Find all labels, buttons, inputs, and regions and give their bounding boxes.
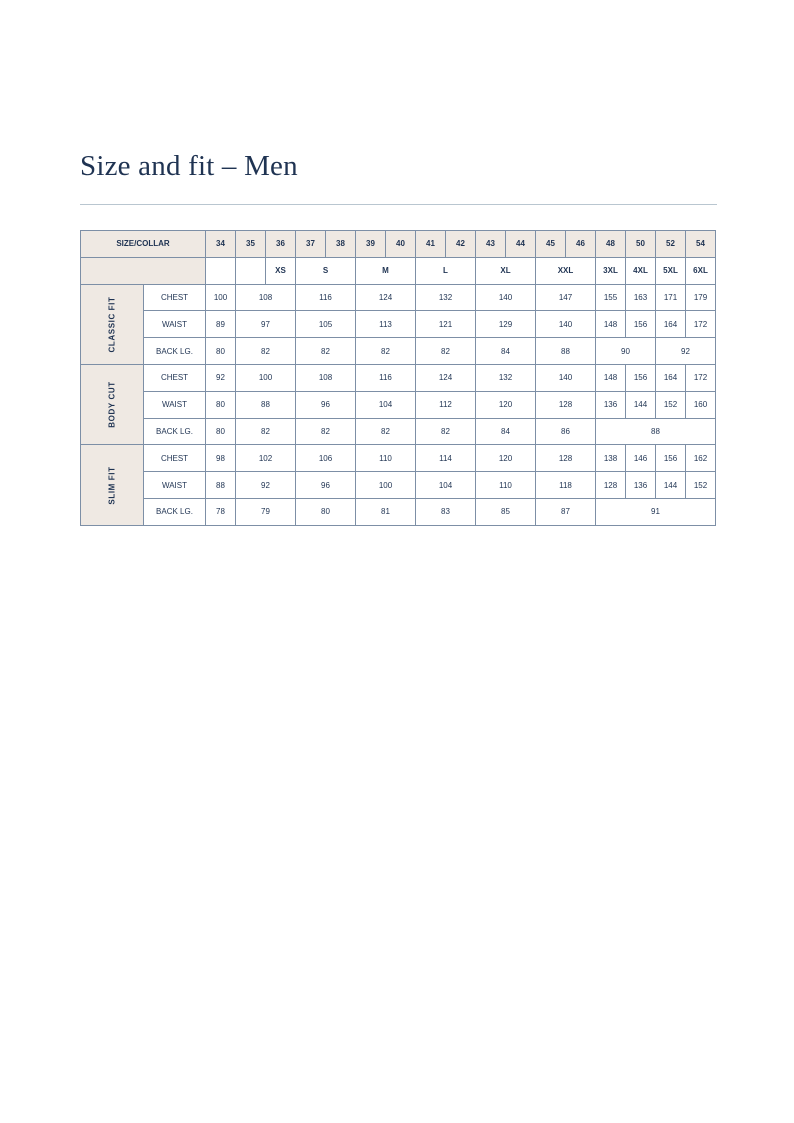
value-cell: 84 [476, 418, 536, 445]
row-label: WAIST [144, 391, 206, 418]
size-cell: 4XL [626, 257, 656, 284]
value-cell: 140 [476, 284, 536, 311]
value-cell: 136 [626, 472, 656, 499]
value-cell: 114 [416, 445, 476, 472]
row-label: WAIST [144, 311, 206, 338]
collar-cell: 39 [356, 231, 386, 258]
value-cell: 88 [536, 338, 596, 365]
collar-cell: 45 [536, 231, 566, 258]
value-cell: 138 [596, 445, 626, 472]
value-cell: 162 [686, 445, 716, 472]
value-cell: 80 [206, 338, 236, 365]
value-cell: 82 [296, 418, 356, 445]
value-cell: 85 [476, 498, 536, 525]
value-cell: 108 [236, 284, 296, 311]
value-cell: 80 [296, 498, 356, 525]
size-cell: XS [266, 257, 296, 284]
value-cell: 80 [206, 418, 236, 445]
value-cell: 82 [356, 418, 416, 445]
value-cell: 124 [356, 284, 416, 311]
blank-cell [236, 257, 266, 284]
size-cell: 5XL [656, 257, 686, 284]
value-cell: 124 [416, 364, 476, 391]
value-cell: 128 [536, 391, 596, 418]
collar-cell: 46 [566, 231, 596, 258]
group-label-slim-fit: SLIM FIT [81, 445, 144, 525]
value-cell: 110 [476, 472, 536, 499]
value-cell: 156 [656, 445, 686, 472]
value-cell: 82 [236, 338, 296, 365]
value-cell: 156 [626, 364, 656, 391]
row-label: WAIST [144, 472, 206, 499]
value-cell: 96 [296, 391, 356, 418]
table-row [81, 311, 716, 338]
row-label: CHEST [144, 445, 206, 472]
page-title: Size and fit – Men [80, 150, 298, 182]
value-cell: 100 [236, 364, 296, 391]
value-cell: 92 [656, 338, 716, 365]
value-cell: 172 [686, 364, 716, 391]
value-cell: 172 [686, 311, 716, 338]
collar-cell: 43 [476, 231, 506, 258]
value-cell: 105 [296, 311, 356, 338]
value-cell: 140 [536, 364, 596, 391]
value-cell: 163 [626, 284, 656, 311]
collar-cell: 44 [506, 231, 536, 258]
value-cell: 120 [476, 445, 536, 472]
value-cell: 91 [596, 498, 716, 525]
collar-cell: 37 [296, 231, 326, 258]
value-cell: 96 [296, 472, 356, 499]
value-cell: 156 [626, 311, 656, 338]
value-cell: 100 [356, 472, 416, 499]
value-cell: 120 [476, 391, 536, 418]
blank-cell [81, 257, 206, 284]
size-cell: XL [476, 257, 536, 284]
value-cell: 88 [206, 472, 236, 499]
value-cell: 160 [686, 391, 716, 418]
corner-label: SIZE/COLLAR [81, 231, 206, 258]
value-cell: 148 [596, 311, 626, 338]
value-cell: 82 [416, 418, 476, 445]
value-cell: 81 [356, 498, 416, 525]
collar-cell: 48 [596, 231, 626, 258]
value-cell: 82 [356, 338, 416, 365]
value-cell: 87 [536, 498, 596, 525]
collar-cell: 40 [386, 231, 416, 258]
table-row [81, 284, 716, 311]
value-cell: 152 [656, 391, 686, 418]
size-cell: S [296, 257, 356, 284]
value-cell: 144 [656, 472, 686, 499]
size-cell: XXL [536, 257, 596, 284]
row-label: BACK LG. [144, 418, 206, 445]
value-cell: 116 [296, 284, 356, 311]
row-label: BACK LG. [144, 338, 206, 365]
value-cell: 121 [416, 311, 476, 338]
table-row [81, 364, 716, 391]
value-cell: 128 [536, 445, 596, 472]
row-label: CHEST [144, 364, 206, 391]
value-cell: 108 [296, 364, 356, 391]
value-cell: 110 [356, 445, 416, 472]
value-cell: 112 [416, 391, 476, 418]
size-cell: M [356, 257, 416, 284]
row-label: BACK LG. [144, 498, 206, 525]
value-cell: 82 [236, 418, 296, 445]
value-cell: 116 [356, 364, 416, 391]
value-cell: 84 [476, 338, 536, 365]
table-row [81, 391, 716, 418]
value-cell: 132 [416, 284, 476, 311]
value-cell: 82 [416, 338, 476, 365]
value-cell: 152 [686, 472, 716, 499]
collar-cell: 50 [626, 231, 656, 258]
size-cell: 6XL [686, 257, 716, 284]
value-cell: 164 [656, 364, 686, 391]
table-row [81, 445, 716, 472]
value-cell: 179 [686, 284, 716, 311]
value-cell: 106 [296, 445, 356, 472]
value-cell: 164 [656, 311, 686, 338]
table-row [81, 498, 716, 525]
value-cell: 144 [626, 391, 656, 418]
collar-cell: 34 [206, 231, 236, 258]
value-cell: 148 [596, 364, 626, 391]
value-cell: 113 [356, 311, 416, 338]
value-cell: 88 [596, 418, 716, 445]
collar-cell: 35 [236, 231, 266, 258]
collar-cell: 38 [326, 231, 356, 258]
value-cell: 147 [536, 284, 596, 311]
value-cell: 97 [236, 311, 296, 338]
value-cell: 83 [416, 498, 476, 525]
value-cell: 90 [596, 338, 656, 365]
table-row [81, 472, 716, 499]
size-table [80, 230, 716, 526]
value-cell: 140 [536, 311, 596, 338]
value-cell: 82 [296, 338, 356, 365]
group-label-body-cut: BODY CUT [81, 364, 144, 444]
value-cell: 129 [476, 311, 536, 338]
value-cell: 89 [206, 311, 236, 338]
collar-cell: 36 [266, 231, 296, 258]
value-cell: 104 [416, 472, 476, 499]
value-cell: 132 [476, 364, 536, 391]
value-cell: 102 [236, 445, 296, 472]
value-cell: 100 [206, 284, 236, 311]
value-cell: 92 [236, 472, 296, 499]
value-cell: 88 [236, 391, 296, 418]
collar-cell: 41 [416, 231, 446, 258]
size-cell: 3XL [596, 257, 626, 284]
collar-cell: 42 [446, 231, 476, 258]
value-cell: 86 [536, 418, 596, 445]
collar-cell: 54 [686, 231, 716, 258]
value-cell: 118 [536, 472, 596, 499]
group-label-classic-fit: CLASSIC FIT [81, 284, 144, 364]
value-cell: 155 [596, 284, 626, 311]
table-row [81, 338, 716, 365]
value-cell: 92 [206, 364, 236, 391]
blank-cell [206, 257, 236, 284]
value-cell: 80 [206, 391, 236, 418]
collar-cell: 52 [656, 231, 686, 258]
value-cell: 79 [236, 498, 296, 525]
row-label: CHEST [144, 284, 206, 311]
value-cell: 136 [596, 391, 626, 418]
value-cell: 128 [596, 472, 626, 499]
title-divider [80, 204, 717, 205]
value-cell: 98 [206, 445, 236, 472]
collar-row [81, 231, 716, 258]
size-cell: L [416, 257, 476, 284]
value-cell: 104 [356, 391, 416, 418]
value-cell: 146 [626, 445, 656, 472]
table-row [81, 418, 716, 445]
value-cell: 171 [656, 284, 686, 311]
size-label-row [81, 257, 716, 284]
value-cell: 78 [206, 498, 236, 525]
